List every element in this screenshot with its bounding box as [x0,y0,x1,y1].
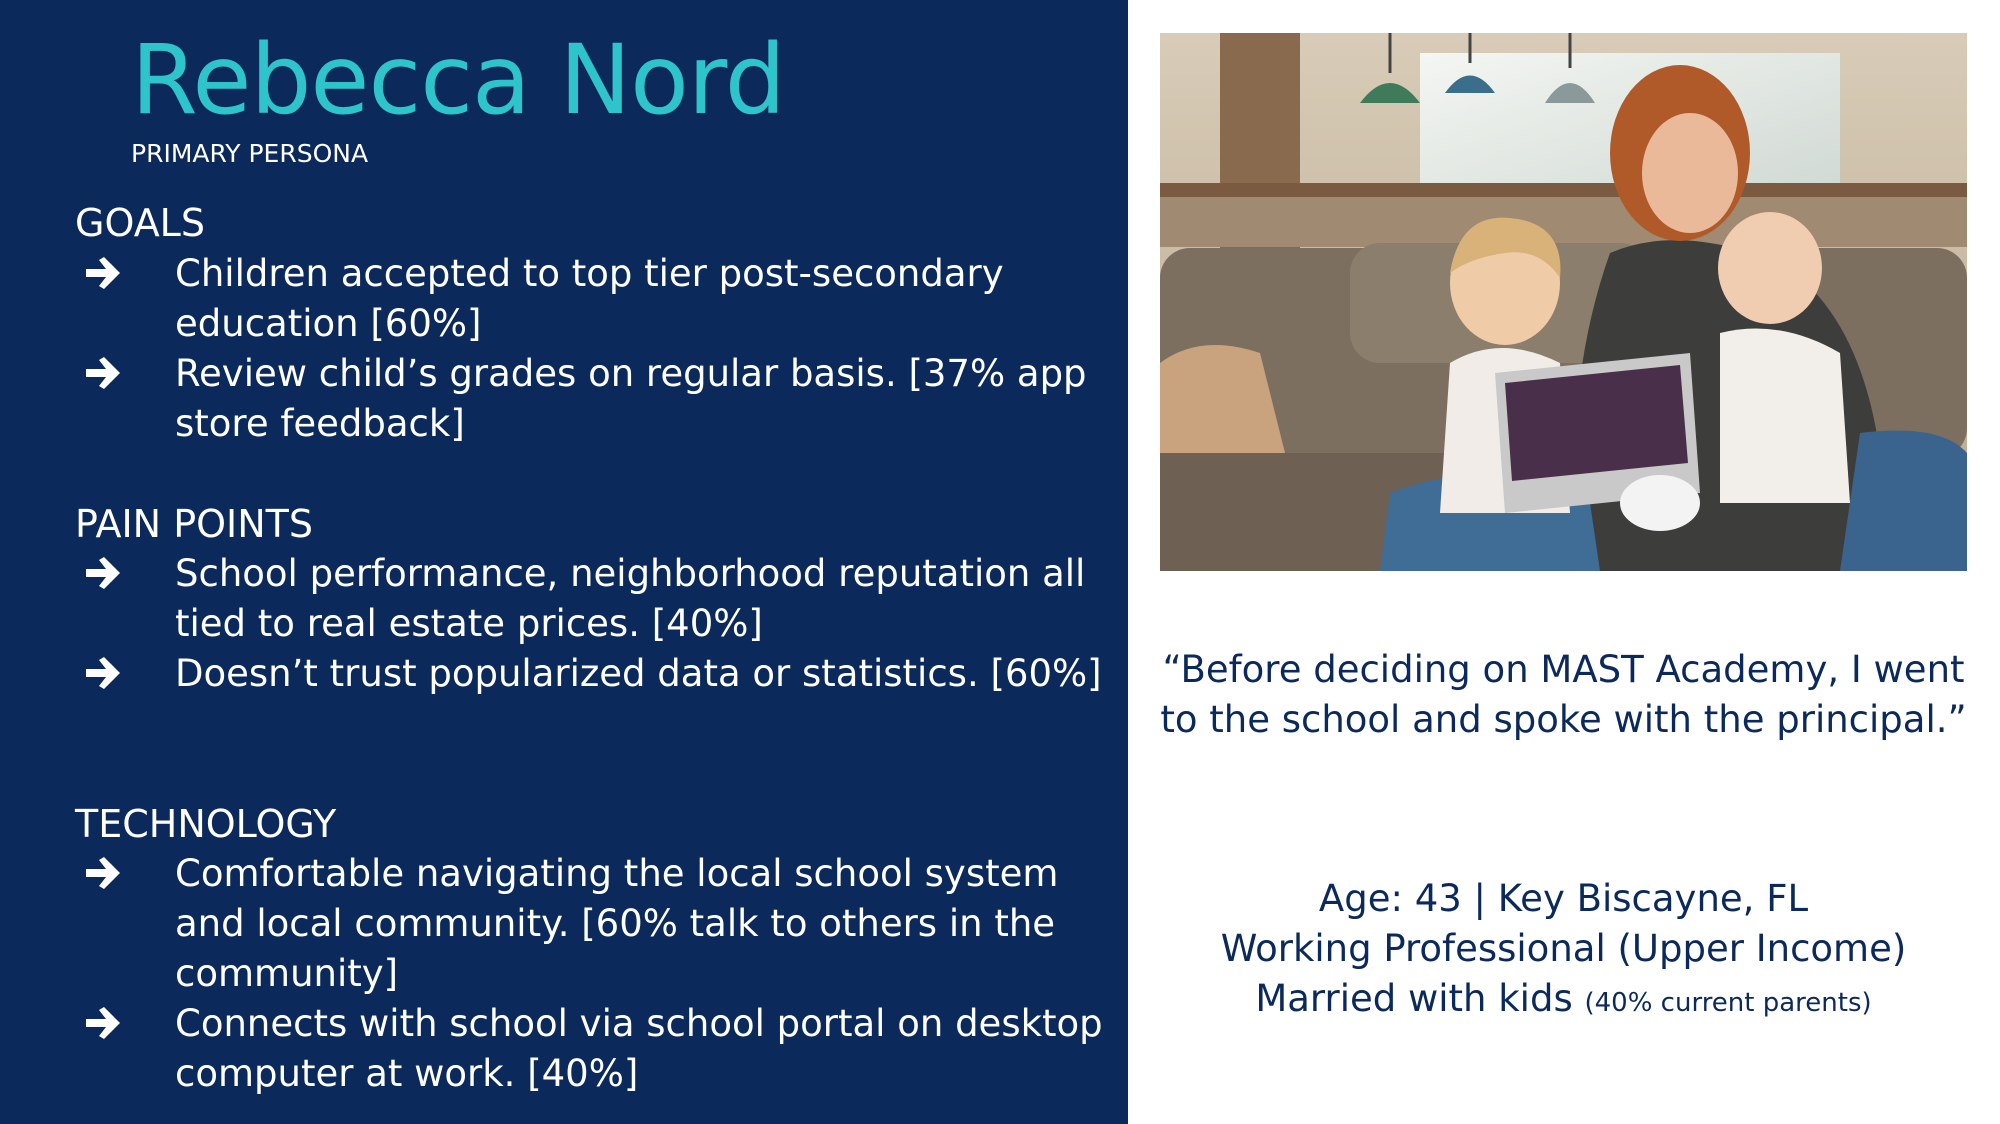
pain-points-item-text: Doesn’t trust popularized data or statistics. [60%] [175,652,1102,695]
persona-name: Rebecca Nord [131,24,785,136]
right-arrow-icon [82,553,126,593]
persona-photo [1160,33,1967,571]
technology-item-text: Comfortable navigating the local school system and local community. [60% talk to others in the community] [175,852,1059,995]
right-arrow-icon [82,253,126,293]
right-arrow-icon [82,853,126,893]
family-line [1160,974,1967,1028]
pain-points-item-text: School performance, neighborhood reputation all tied to real estate prices. [40%] [175,552,1086,645]
persona-role: PRIMARY PERSONA [131,139,369,168]
occupation: Working Professional (Upper Income) [1220,927,1907,970]
family-status: Married with kids [1255,977,1573,1020]
persona-demographics [1160,874,1967,1028]
family-note: (40% current parents) [1584,988,1872,1018]
age-location: Age: 43 | Key Biscayne, FL [1318,877,1809,920]
pain-points-heading: PAIN POINTS [75,502,313,546]
goals-heading: GOALS [75,201,205,245]
technology-heading: TECHNOLOGY [75,802,337,846]
right-arrow-icon [82,353,126,393]
goals-item-text: Review child’s grades on regular basis. [37% app store feedback] [175,352,1087,445]
technology-item-text: Connects with school via school portal on desktop computer at work. [40%] [175,1002,1103,1095]
right-arrow-icon [82,1003,126,1043]
right-arrow-icon [82,653,126,693]
persona-quote: “Before deciding on MAST Academy, I went to the school and spoke with the principal.” [1160,648,1967,741]
goals-item-text: Children accepted to top tier post-secondary education [60%] [175,252,1004,345]
